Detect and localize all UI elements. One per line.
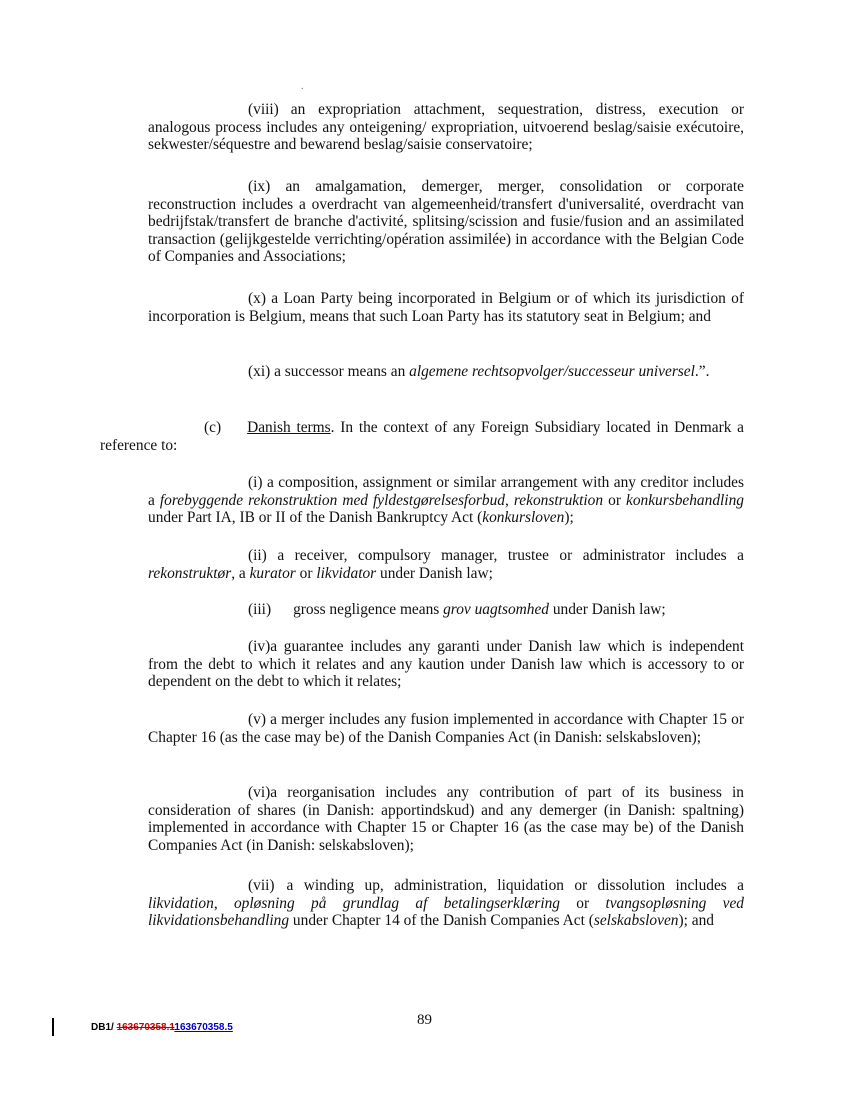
clause-vii-text-4: under Chapter 14 of the Danish Companies Act ( [289,912,594,930]
deleted-reference: 163670358.1 [116,1022,175,1033]
document-reference-prefix: DB1/ [91,1022,117,1033]
clause-v-text: (v) a merger includes any fusion implemented in accordance with Chapter 15 or Chapter 16 (as the case may be) of the Danish Companies Act (in Danish: selskabsloven); [148,711,744,746]
clause-xi-term: algemene rechtsopvolger/successeur universel [409,363,695,380]
clause-iii-term: grov uagtsomhed [443,601,549,618]
clause-vii-term-4: selskabsloven [593,912,679,930]
clause-i-text-4: under Part IA, IB or II of the Danish Bankruptcy Act ( [148,509,483,527]
section-c-text: . In the context of any Foreign Subsidiary located in Denmark a reference to: [100,419,744,454]
clause-i-term-3: konkursbehandling [625,491,744,509]
clause-xi [148,363,744,381]
clause-i-text-2: , [504,491,514,509]
clause-ii [148,547,744,582]
clause-ii-text-2: , a [231,564,250,582]
clause-ii-text-3: or [295,564,317,582]
clause-i [148,474,744,527]
clause-x [148,290,744,325]
clause-iv [148,638,744,691]
clause-iii-text-1: gross negligence means [293,601,444,618]
page-number: 89 [417,1012,432,1028]
clause-vi [148,784,744,854]
clause-iii [148,601,744,619]
clause-vii-term-3: tvangsopløsning ved likvidationsbehandling [148,894,744,930]
clause-i-term-4: konkursloven [482,509,565,527]
clause-vii [148,877,744,930]
clause-ii-text-1: (ii) a receiver, compulsory manager, trustee or administrator includes a [248,547,744,564]
clause-ix [148,178,744,266]
section-c-heading: Danish terms [247,419,331,436]
clause-vii-text-1: a winding up, administration, liquidation or dissolution includes a [286,877,744,894]
clause-viii [148,101,744,154]
clause-ii-term-2: kurator [249,564,296,582]
clause-v [148,711,744,746]
clause-viii-text: an expropriation attachment, sequestration, distress, execution or analogous process includes any onteigening/ expropriation, uitvoerend beslag/saisie exécutoire, sekwester/séquestre and bewarend beslag/saisie conservatoire; [148,101,744,154]
inserted-reference: 163670358.5 [174,1022,233,1033]
clause-ii-term-3: likvidator [316,564,377,582]
clause-i-text-1: (i) a composition, assignment or similar arrangement with any creditor includes a [148,474,744,509]
clause-i-text-3: or [603,491,626,509]
clause-vii-text-5: ); and [678,912,714,930]
clause-xi-end: .”. [694,363,710,380]
section-c [100,419,744,454]
clause-vi-text: (vi)a reorganisation includes any contribution of part of its business in consideration of shares (in Danish: apportindskud) and any demerger (in Danish: spaltning) implemented in accordance with Chapter 15 or Chapter 16 (as the case may be) of the Danish Companies Act (in Danish: selskabsloven); [148,784,744,854]
clause-viii-number: (viii) [248,101,279,118]
clause-ii-term-1: rekonstruktør [148,564,232,582]
clause-iii-text-2: under Danish law; [548,601,666,618]
clause-ix-text: (ix) an amalgamation, demerger, merger, consolidation or corporate reconstruction includes a overdracht van algemeenheid/transfert d'universalité, overdracht van bedrijfstak/transfert de branche d'activité, splitsing/scission and fusie/fusion and an assimilated transaction (gelijkgestelde verrichting/opération assimilée) in accordance with the Belgian Code of Companies and Associations; [148,178,744,266]
clause-x-text: (x) a Loan Party being incorporated in Belgium or of which its jurisdiction of incorporation is Belgium, means that such Loan Party has its statutory seat in Belgium; and [148,290,744,325]
clause-i-term-1: forebyggende rekonstruktion med fyldestgørelsesforbud [159,491,505,509]
clause-vii-number: (vii) [248,877,275,894]
section-c-number: (c) [204,419,222,436]
clause-vii-term-2: opløsning på grundlag af betalingserklæring [233,894,560,912]
clause-iv-text: (iv)a guarantee includes any garanti under Danish law which is independent from the debt to which it relates and any kaution under Danish law which is accessory to or dependent on the debt to which it relates; [148,638,744,691]
clause-vii-term-1: likvidation [148,894,214,912]
page-marker: . [301,81,304,92]
clause-ii-text-4: under Danish law; [376,564,493,582]
clause-i-term-2: rekonstruktion [513,491,604,509]
clause-iii-number: (iii) [248,601,272,618]
clause-vii-text-2: , [213,894,234,912]
clause-xi-text: (xi) a successor means an [248,363,410,380]
clause-vii-text-3: or [560,894,606,912]
clause-i-text-5: ); [564,509,574,527]
